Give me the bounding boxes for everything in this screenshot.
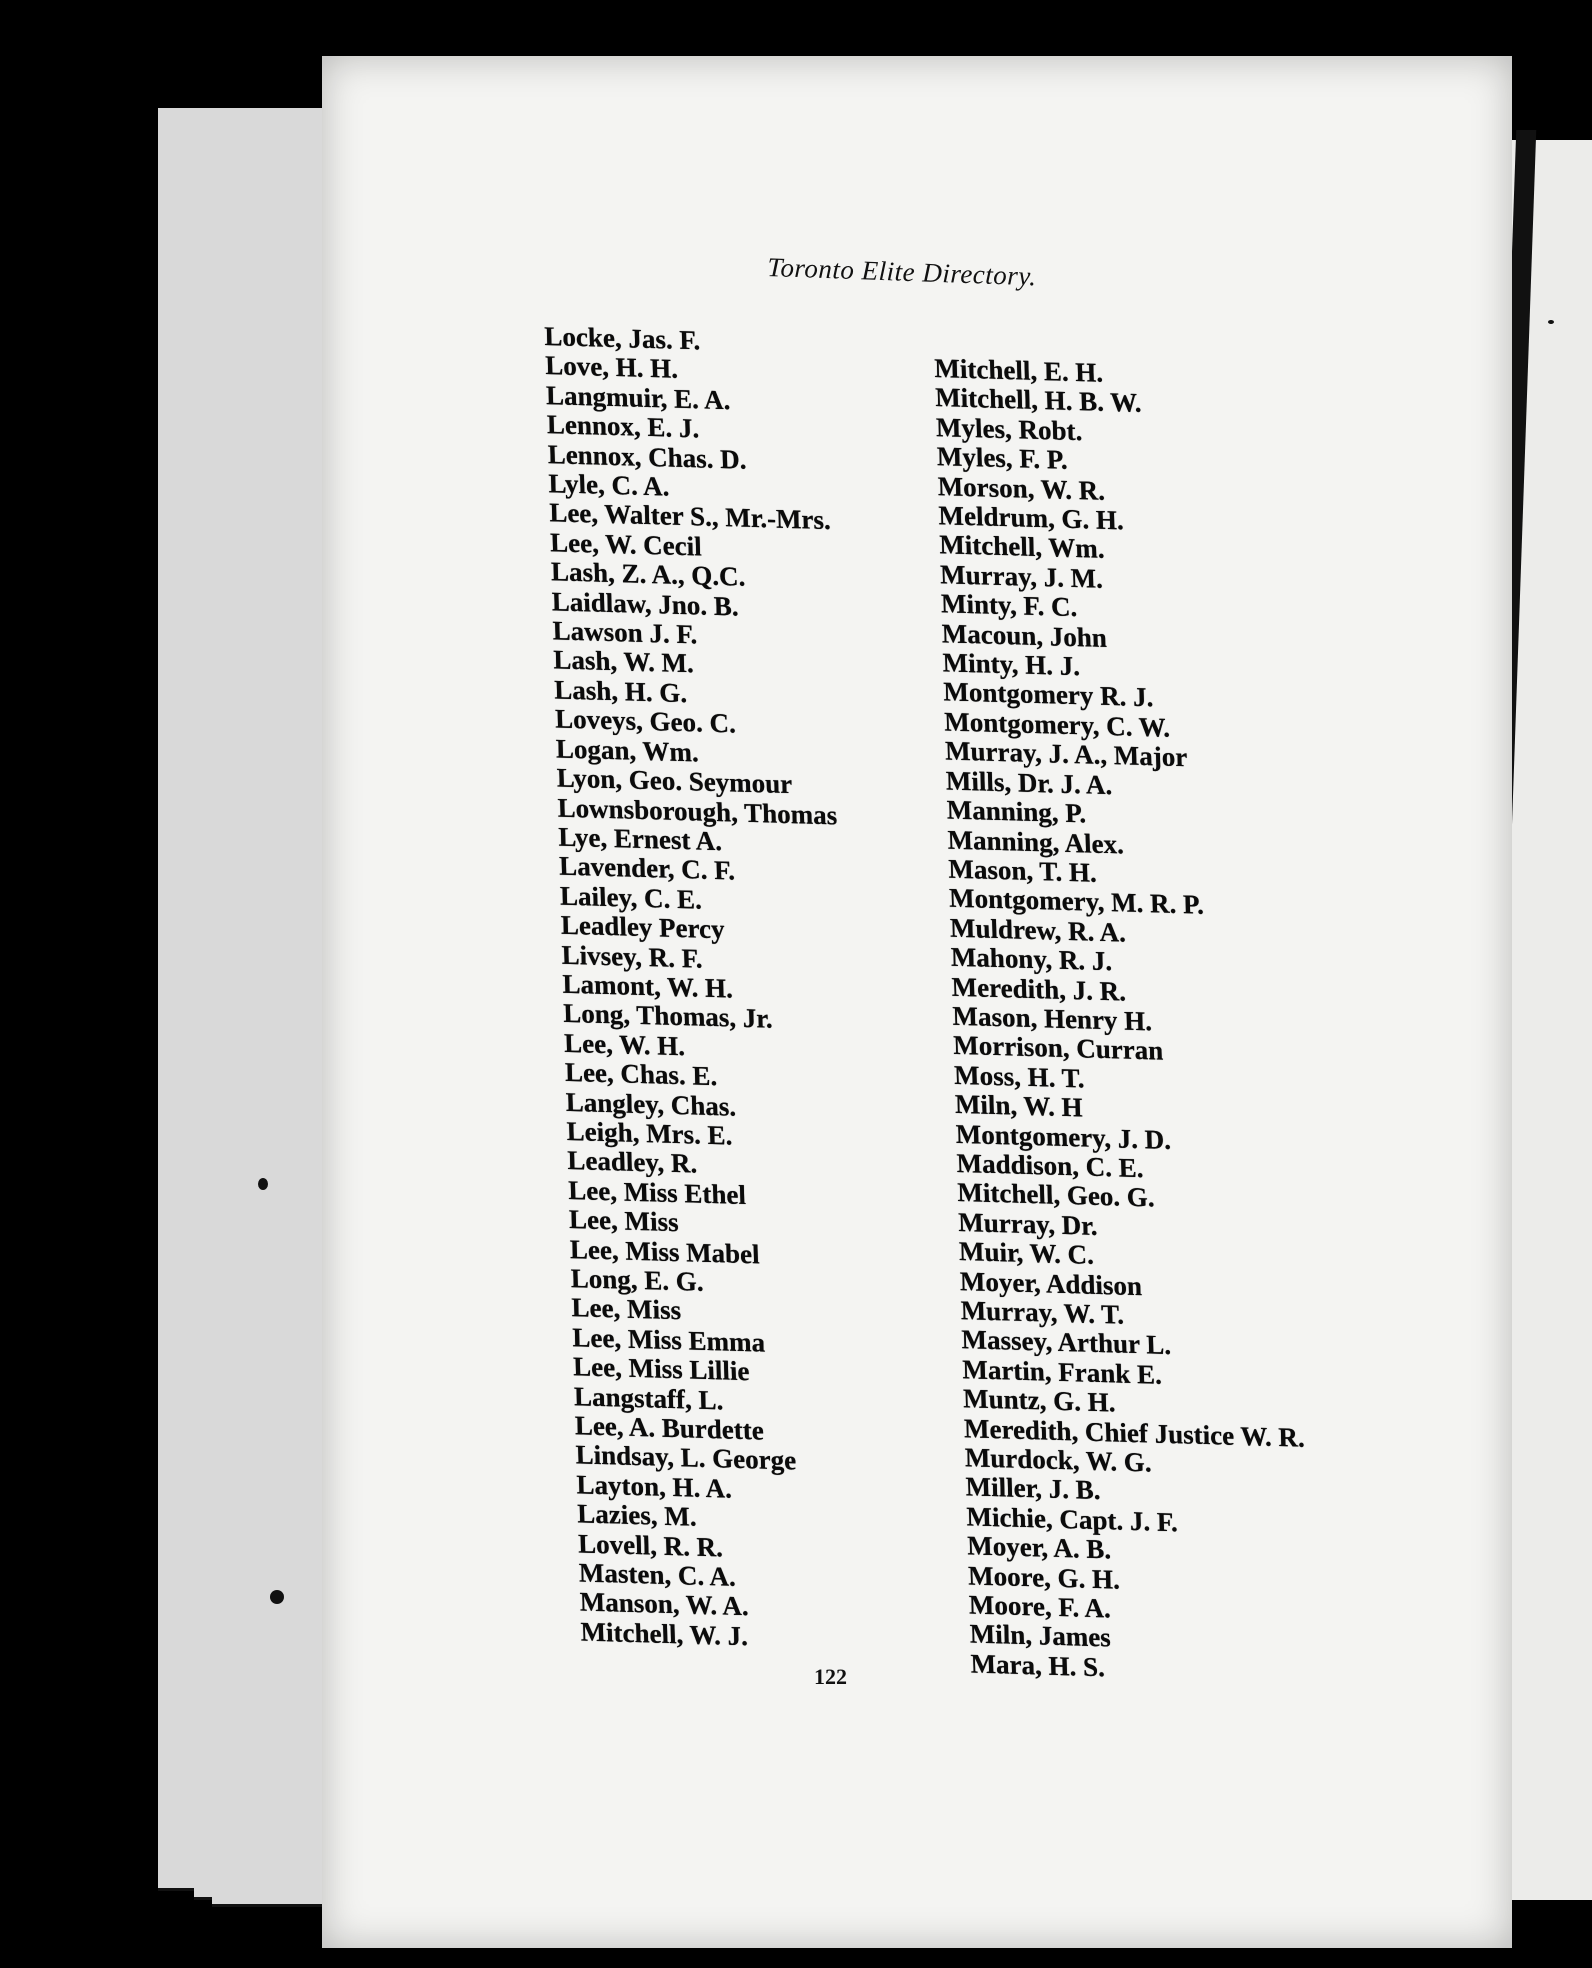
directory-entry: Langmuir, E. A. — [545, 379, 731, 416]
directory-entry: Lye, Ernest A. — [557, 821, 723, 857]
directory-entry: Montgomery R. J. — [943, 676, 1154, 713]
directory-entry: Leadley Percy — [560, 909, 725, 945]
directory-entry: Long, E. G. — [570, 1263, 704, 1297]
directory-entry: Mahony, R. J. — [950, 941, 1113, 977]
directory-entry: Minty, F. C. — [940, 588, 1078, 623]
directory-entry: Murray, J. M. — [939, 559, 1104, 594]
directory-entry: Morrison, Curran — [952, 1030, 1164, 1067]
running-head: Toronto Elite Directory. — [766, 252, 1038, 292]
directory-entry: Lee, Chas. E. — [564, 1057, 718, 1092]
directory-entry: Love, H. H. — [544, 350, 679, 385]
directory-entry: Murdock, W. G. — [964, 1442, 1152, 1478]
directory-entry: Lennox, Chas. D. — [547, 438, 747, 475]
directory-entry: Miller, J. B. — [965, 1471, 1101, 1506]
directory-entry: Miln, James — [969, 1618, 1112, 1653]
directory-entry: Lee, Miss Mabel — [569, 1233, 760, 1269]
directory-entry: Lash, W. M. — [553, 644, 695, 679]
directory-entry: Langley, Chas. — [565, 1086, 737, 1122]
directory-entry: Lovell, R. R. — [577, 1528, 724, 1563]
page-number: 122 — [814, 1664, 847, 1689]
directory-entry: Murray, W. T. — [960, 1295, 1125, 1330]
directory-entry: Murray, J. A., Major — [944, 735, 1188, 773]
directory-entry: Lee, W. Cecil — [549, 527, 702, 562]
directory-entry: Moyer, Addison — [959, 1265, 1143, 1301]
directory-entry: Miln, W. H — [954, 1089, 1083, 1123]
left-name-column — [544, 322, 862, 1655]
directory-entry: Moss, H. T. — [953, 1059, 1085, 1094]
directory-entry: Mills, Dr. J. A. — [945, 765, 1113, 800]
directory-entry: Macoun, John — [941, 617, 1108, 653]
directory-entry: Lazies, M. — [576, 1498, 697, 1532]
directory-entry: Manning, Alex. — [947, 824, 1125, 860]
directory-entry: Leigh, Mrs. E. — [566, 1115, 733, 1151]
scan-speck — [270, 1590, 284, 1604]
directory-entry: Moyer, A. B. — [966, 1530, 1112, 1565]
directory-entry: Montgomery, M. R. P. — [948, 882, 1205, 921]
directory-entry: Masten, C. A. — [578, 1557, 737, 1592]
directory-entry: Langstaff, L. — [573, 1380, 724, 1416]
directory-entry: Lindsay, L. George — [575, 1439, 797, 1476]
directory-entry: Minty, H. J. — [942, 647, 1081, 682]
directory-entry: Lee, Walter S., Mr.-Mrs. — [548, 497, 832, 536]
directory-entry: Meredith, Chief Justice W. R. — [963, 1412, 1306, 1453]
scan-speck — [258, 1178, 268, 1190]
directory-entry: Mitchell, H. B. W. — [934, 382, 1142, 419]
directory-entry: Lash, H. G. — [553, 674, 688, 709]
directory-entry: Logan, Wm. — [555, 733, 700, 768]
directory-entry: Moore, G. H. — [967, 1560, 1121, 1595]
directory-entry: Mason, Henry H. — [952, 1000, 1153, 1037]
directory-entry: Mara, H. S. — [970, 1648, 1106, 1683]
directory-entry: Myles, F. P. — [936, 441, 1068, 476]
directory-entry: Lee, Miss Ethel — [567, 1174, 747, 1210]
directory-page — [322, 56, 1512, 1948]
directory-entry: Lavender, C. F. — [558, 850, 736, 886]
scan-speck — [1548, 320, 1554, 324]
directory-entry: Lyle, C. A. — [548, 468, 670, 502]
directory-entry: Maddison, C. E. — [956, 1147, 1144, 1184]
directory-entry: Lailey, C. E. — [559, 880, 703, 915]
directory-entry: Muntz, G. H. — [962, 1383, 1116, 1418]
directory-entry: Lennox, E. J. — [546, 409, 700, 444]
directory-entry: Lee, W. H. — [563, 1027, 686, 1061]
directory-entry: Lawson J. F. — [552, 615, 698, 650]
directory-entry: Laidlaw, Jno. B. — [551, 585, 739, 622]
directory-entry: Meredith, J. R. — [951, 971, 1127, 1007]
right-name-column — [934, 354, 1312, 1688]
directory-entry: Long, Thomas, Jr. — [562, 998, 773, 1035]
directory-entry: Meldrum, G. H. — [938, 500, 1125, 536]
directory-entry: Manning, P. — [946, 794, 1087, 829]
directory-entry: Mitchell, E. H. — [933, 352, 1104, 388]
directory-entry: Leadley, R. — [566, 1145, 698, 1179]
directory-entry: Lyon, Geo. Seymour — [556, 762, 793, 800]
directory-entry: Muldrew, R. A. — [949, 912, 1127, 948]
directory-entry: Lash, Z. A., Q.C. — [550, 556, 746, 592]
directory-entry: Loveys, Geo. C. — [554, 703, 737, 739]
directory-entry: Myles, Robt. — [935, 411, 1083, 446]
directory-entry: Layton, H. A. — [576, 1469, 733, 1504]
directory-entry: Mason, T. H. — [947, 853, 1098, 888]
directory-entry: Locke, Jas. F. — [543, 320, 701, 356]
directory-entry: Moore, F. A. — [968, 1589, 1112, 1624]
directory-entry: Lamont, W. H. — [562, 968, 734, 1004]
directory-entry: Mitchell, Wm. — [938, 529, 1105, 565]
directory-entry: Massey, Arthur L. — [961, 1324, 1172, 1361]
directory-entry: Montgomery, C. W. — [943, 706, 1171, 743]
directory-entry: Martin, Frank E. — [961, 1353, 1163, 1390]
directory-entry: Montgomery, J. D. — [955, 1118, 1172, 1155]
directory-entry: Morson, W. R. — [937, 470, 1106, 506]
directory-entry: Muir, W. C. — [958, 1236, 1095, 1271]
directory-entry: Murray, Dr. — [957, 1206, 1098, 1241]
directory-entry: Manson, W. A. — [579, 1586, 749, 1622]
directory-entry: Lee, Miss — [568, 1204, 679, 1238]
directory-entry: Livsey, R. F. — [561, 939, 703, 974]
directory-entry: Michie, Capt. J. F. — [966, 1501, 1179, 1538]
directory-entry: Mitchell, Geo. G. — [956, 1177, 1155, 1213]
directory-entry: Lownsborough, Thomas — [557, 792, 838, 830]
directory-entry: Lee, Miss Lillie — [572, 1351, 750, 1387]
directory-entry: Lee, Miss — [571, 1292, 682, 1326]
directory-entry: Lee, A. Burdette — [574, 1410, 765, 1446]
directory-entry: Lee, Miss Emma — [571, 1321, 766, 1358]
directory-entry: Mitchell, W. J. — [580, 1616, 749, 1652]
